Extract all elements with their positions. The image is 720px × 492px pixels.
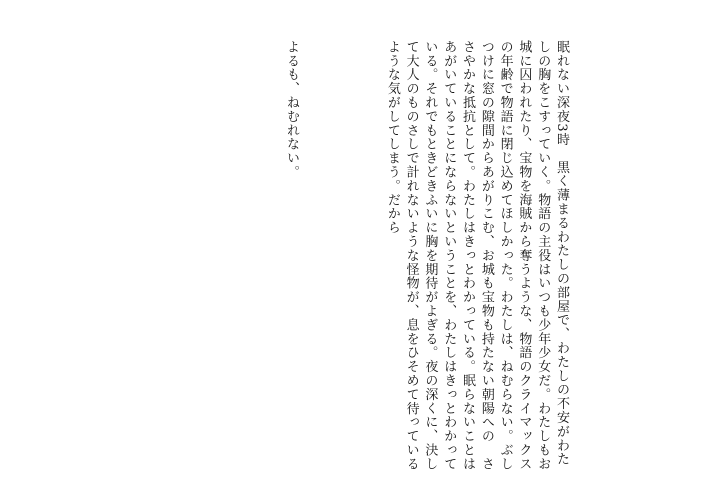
text-line: て大人のものさしで計れないような怪物が、息をひそめて待っている <box>403 40 419 471</box>
text-line: の年齢で物語に閉じ込めてほしかった。わたしは、ねむらない。ぶし <box>497 40 513 471</box>
text-line: あがいていることにならないということを、わたしはきっとわかって <box>441 40 457 471</box>
text-line: さやかな抵抗として。わたしはきっとわかっている。眠らないことは <box>460 40 476 471</box>
body-paragraph <box>382 40 570 471</box>
closing-line: よるも、ねむれない。 <box>284 40 299 179</box>
text-line: ような気がしてしまう。だから <box>384 40 400 235</box>
text-line: しの胸をこすっていく。物語の主役はいつも少年少女だ。わたしもお <box>535 40 551 471</box>
text-line: 城に囚われたり、宝物を海賊から奪うような、物語のクライマックス <box>516 40 532 471</box>
text-line: つけに窓の隙間からあがりこむ、お城も宝物も持たない朝陽への さ <box>478 40 494 471</box>
text-line: いる。それでもときどきふいに胸を期待がよぎる。夜の深くに、決し <box>422 40 438 471</box>
text-line: 眠れない深夜3時 黒く薄まるわたしの部屋で、わたしの不安がわた <box>554 40 569 467</box>
